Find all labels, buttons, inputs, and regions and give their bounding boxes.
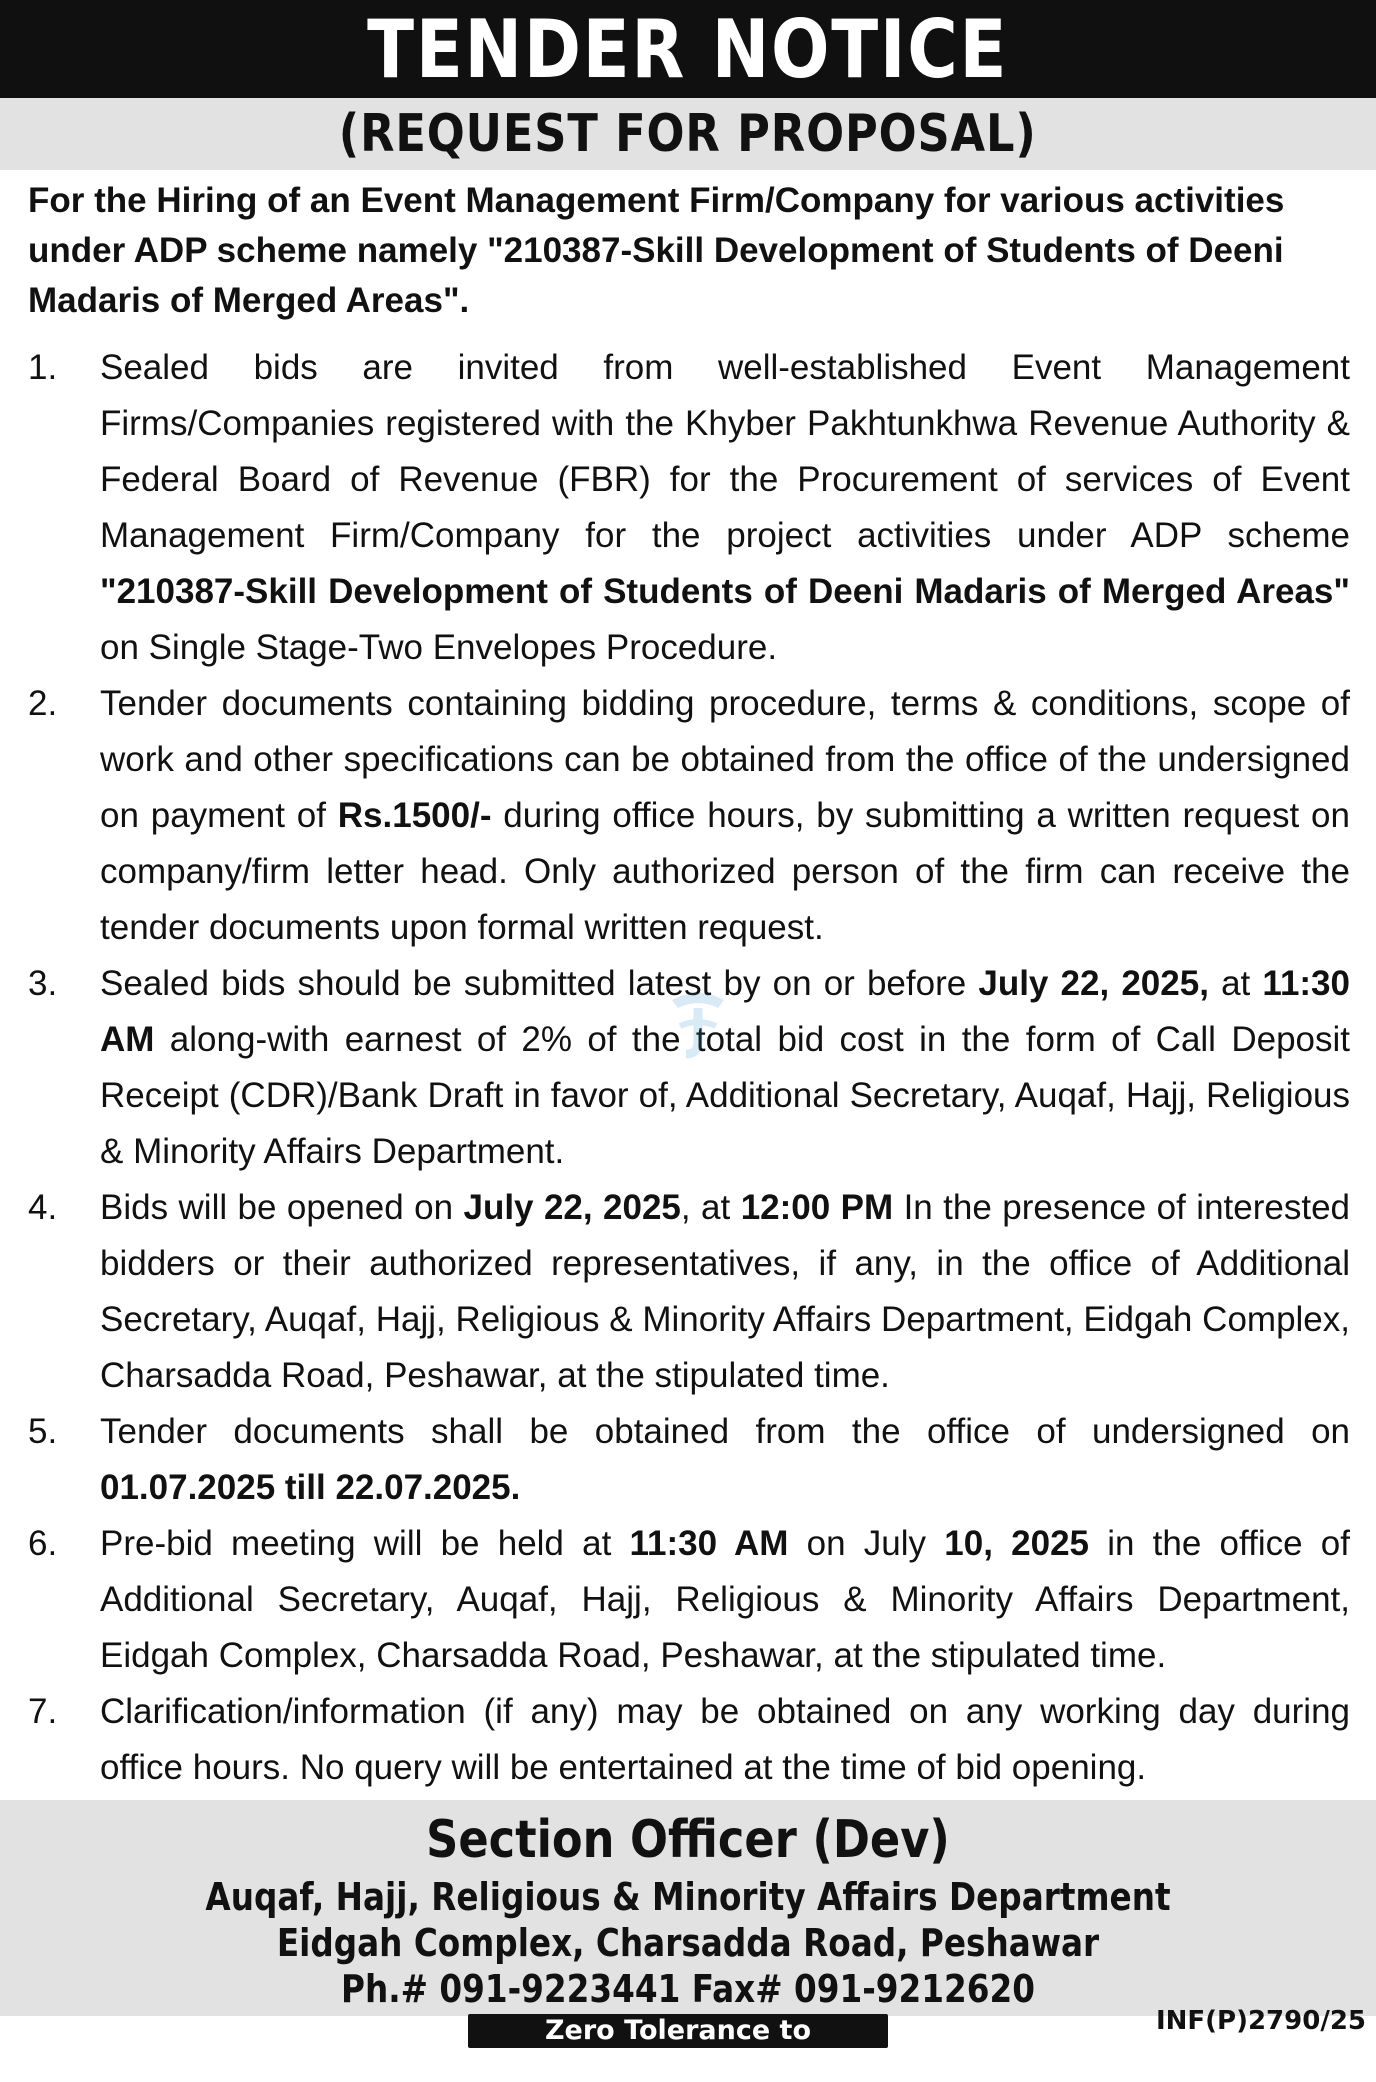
item-text-segment: Sealed bids are invited from well-established Event Management Firms/Companies registered with the Khyber Pakhtunkhwa Revenue Authority & Federal Board of Revenue (FBR) for the Procurement of services of Event Management Firm/Company for the project activities under ADP scheme (100, 348, 1350, 555)
item-text-bold: 11:30 AM (100, 964, 1350, 1059)
item-text-bold: 10, 2025 (944, 1524, 1089, 1563)
item-text-bold: 01.07.2025 till 22.07.2025. (100, 1468, 521, 1507)
tender-item (0, 1516, 1376, 1684)
item-text-segment: Tender documents containing bidding procedure, terms & conditions, scope of work and other specifications can be obtained from the office of the undersigned on payment of (100, 684, 1350, 835)
item-text-bold: "210387-Skill Development of Students of Deeni Madaris of Merged Areas" (100, 572, 1350, 611)
newspaper-watermark-icon (658, 982, 738, 1062)
tender-item (0, 1180, 1376, 1404)
item-number: 6. (28, 1524, 58, 1563)
item-text-segment: at (1208, 964, 1263, 1003)
item-text-segment: Clarification/information (if any) may be obtained on any working day during office hours. No query will be entertained at the time of bid opening. (100, 1692, 1350, 1787)
item-number: 7. (28, 1692, 58, 1731)
item-text (100, 1684, 1350, 1796)
item-text-bold: 12:00 PM (740, 1188, 894, 1227)
item-number: 1. (28, 348, 58, 387)
reference-number: INF(P)2790/25 (1155, 2006, 1366, 2036)
item-text-bold: July 22, 2025 (463, 1188, 681, 1227)
item-number: 2. (28, 684, 58, 723)
office-address: Eidgah Complex, Charsadda Road, Peshawar (276, 1921, 1100, 1965)
item-text-segment: along-with earnest of 2% of the total bid cost in the form of Call Deposit Receipt (CDR)/Bank Draft in favor of, Additional Secretary, Auqaf, Hajj, Religious & Minority Affairs Department. (100, 1020, 1350, 1171)
item-text-bold: 11:30 AM (629, 1524, 789, 1563)
tender-item (0, 340, 1376, 676)
signature-block (0, 1800, 1376, 2016)
item-text-segment: on July (788, 1524, 945, 1563)
item-text-segment: Bids will be opened on (100, 1188, 464, 1227)
item-text-segment: Sealed bids should be submitted latest by on or before (100, 964, 979, 1003)
item-text (100, 1180, 1350, 1404)
item-text-segment: , at (680, 1188, 741, 1227)
slogan-badge: Zero Tolerance to Corruption (468, 2014, 888, 2048)
item-text-segment: Tender documents shall be obtained from the office of undersigned on (100, 1412, 1350, 1451)
item-number: 5. (28, 1412, 58, 1451)
contact-numbers: Ph.# 091-9223441 Fax# 091-9212620 (341, 1967, 1035, 2011)
tender-item (0, 1404, 1376, 1516)
item-number: 4. (28, 1188, 58, 1227)
item-text (100, 676, 1350, 956)
department-name: Auqaf, Hajj, Religious & Minority Affairs Department (205, 1875, 1171, 1919)
notice-title: TENDER NOTICE (367, 2, 1009, 96)
item-text-bold: Rs.1500/- (337, 796, 492, 835)
notice-header (0, 0, 1376, 98)
item-text-segment: during office hours, by submitting a written request on company/firm letter head. Only authorized person of the firm can receive the tender documents upon formal written request. (100, 796, 1350, 947)
notice-subheader (0, 98, 1376, 170)
item-text (100, 1404, 1350, 1516)
tender-item (0, 676, 1376, 956)
item-text (100, 340, 1350, 676)
item-text-segment: on Single Stage-Two Envelopes Procedure. (100, 628, 778, 667)
intro-paragraph: For the Hiring of an Event Management Firm/Company for various activities under ADP scheme namely "210387-Skill Development of Students of Deeni Madaris of Merged Areas". (28, 181, 1285, 320)
notice-subtitle: (REQUEST FOR PROPOSAL) (339, 104, 1037, 164)
item-text-bold: July 22, 2025, (978, 964, 1209, 1003)
officer-title: Section Officer (Dev) (426, 1810, 950, 1870)
item-text-segment: in the office of Additional Secretary, Auqaf, Hajj, Religious & Minority Affairs Department, Eidgah Complex, Charsadda Road, Peshawar, at the stipulated time. (100, 1524, 1350, 1675)
tender-item (0, 1684, 1376, 1796)
item-number: 3. (28, 964, 58, 1003)
item-text-segment: Pre-bid meeting will be held at (100, 1524, 630, 1563)
tender-items-list (0, 340, 1376, 1796)
item-text (100, 1516, 1350, 1684)
item-text-segment: In the presence of interested bidders or their authorized representatives, if any, in the office of Additional Secretary, Auqaf, Hajj, Religious & Minority Affairs Department, Eidgah Complex, Charsadda Road, Peshawar, at the stipulated time. (100, 1188, 1351, 1395)
